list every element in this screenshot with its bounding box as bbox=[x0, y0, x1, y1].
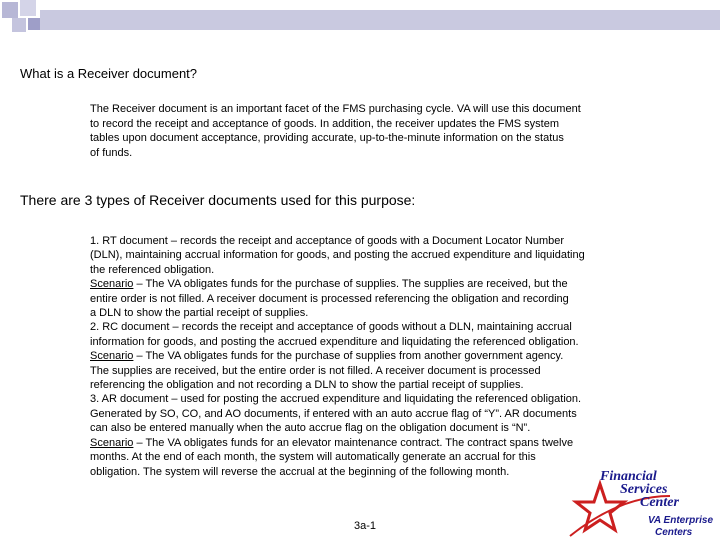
decor-square bbox=[28, 18, 40, 30]
scenario-label: Scenario bbox=[90, 436, 134, 449]
page-title: What is a Receiver document? bbox=[20, 66, 198, 81]
scenario-text: – The VA obligates funds for the purchase of supplies. The supplies are received, but the entire order is not filled. A receiver document is processed referencing the obligation and recording a DLN to show the partial receipt of supplies. bbox=[90, 278, 569, 320]
logo-line-financial: Financial bbox=[600, 469, 657, 484]
logo-line-center: Center bbox=[640, 495, 679, 510]
intro-paragraph: The Receiver document is an important facet of the FMS purchasing cycle. VA will use this document to record the receipt and acceptance of goods. In addition, the receiver updates the FMS system tables upon document acceptance, providing accurate, up-to-the-minute information on the status of funds. bbox=[90, 103, 581, 159]
scenario-text: – The VA obligates funds for the purchase of supplies from another government agency. The supplies are received, but the entire order is not filled. A receiver document is processed referencing the obligation and not recording a DLN to show the partial receipt of supplies. bbox=[90, 350, 564, 392]
logo-line-centers: Centers bbox=[655, 527, 693, 538]
item-description: 2. RC document – records the receipt and acceptance of goods without a DLN, maintaining accrual information for goods, and posting the accrued expenditure and liquidating the referenced obligation. bbox=[90, 321, 579, 348]
list-item-rc bbox=[90, 320, 690, 392]
decor-square bbox=[20, 0, 36, 16]
scenario-text: – The VA obligates funds for an elevator maintenance contract. The contract spans twelve months. At the end of each month, the system will automatically generate an accrual for this obligation. The system will reverse the accrual at the beginning of the following month. bbox=[90, 436, 574, 478]
scenario-label: Scenario bbox=[90, 350, 134, 363]
header-band bbox=[0, 0, 720, 40]
financial-services-center-logo bbox=[560, 466, 720, 540]
section-heading: There are 3 types of Receiver documents used for this purpose: bbox=[20, 192, 416, 208]
list-item-rt bbox=[90, 234, 690, 320]
item-description: 1. RT document – records the receipt and acceptance of goods with a Document Locator Number (DLN), maintaining accrual information for goods, and posting the accrued expenditure and liquidating the referenced obligation. bbox=[90, 235, 585, 276]
page-number: 3a-1 bbox=[354, 520, 377, 532]
header-stripe bbox=[40, 10, 720, 30]
logo-line-va-enterprise: VA Enterprise bbox=[648, 515, 714, 526]
scenario-label: Scenario bbox=[90, 278, 134, 291]
receiver-types-list bbox=[90, 234, 690, 479]
decor-square bbox=[2, 2, 18, 18]
decor-square bbox=[12, 18, 26, 32]
logo-line-services: Services bbox=[620, 482, 668, 497]
item-description: 3. AR document – used for posting the accrued expenditure and liquidating the referenced obligation. Generated by SO, CO, and AO documents, if entered with an auto accrue flag of “Y”. AR documents can also be entered manually when the auto accrue flag on the obligation document is “N”. bbox=[90, 393, 582, 435]
